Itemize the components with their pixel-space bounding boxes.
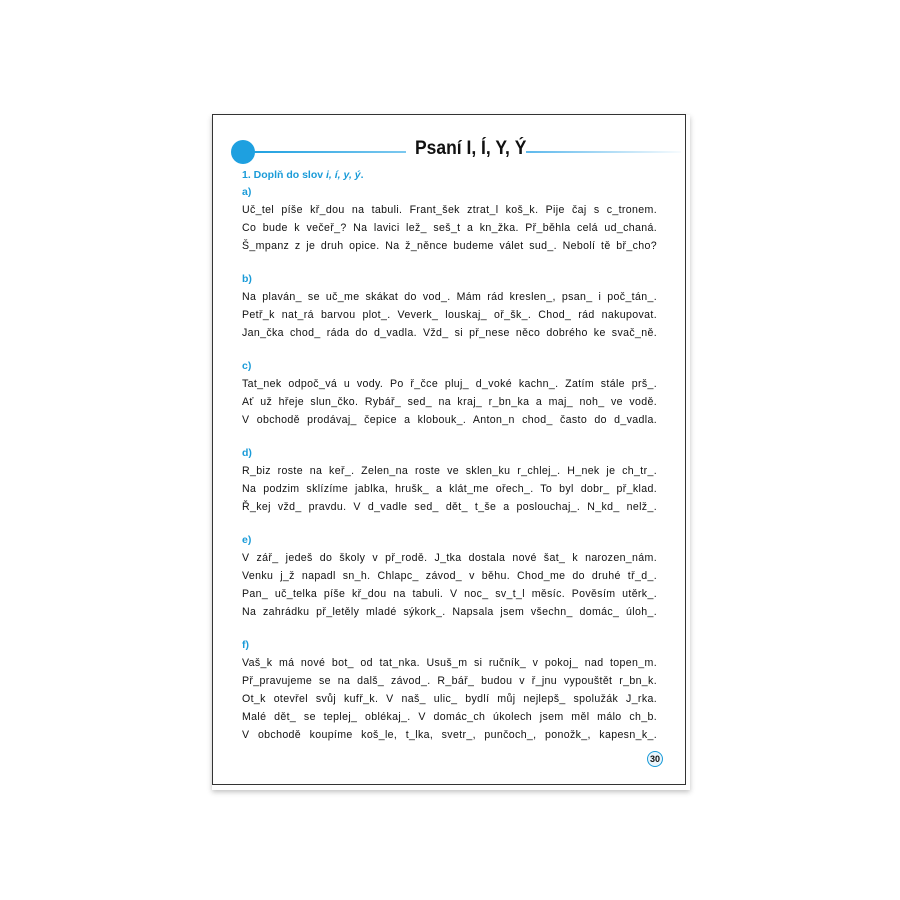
title-bar <box>231 138 661 166</box>
exercise-line: V zář_ jedeš do školy v př_rodě. J_tka dostala nové šat_ k narozen_nám. <box>242 552 657 564</box>
exercise-line: Na plaván_ se uč_me skákat do vod_. Mám rád kreslen_, psan_ i poč_tán_. <box>242 291 657 303</box>
section-label-c: c) <box>242 360 252 372</box>
task-instruction <box>242 167 657 184</box>
exercise-line: Venku j_ž napadl sn_h. Chlapc_ závod_ v běhu. Chod_me do druhé tř_d_. <box>242 570 657 582</box>
exercise-line: Vaš_k má nové bot_ od tat_nka. Usuš_m si ručník_ v pokoj_ nad topen_m. <box>242 657 657 669</box>
exercise-line: Ot_k otevřel svůj kufř_k. V naš_ ulic_ bydlí můj nejlepš_ spolužák J_rka. <box>242 693 657 705</box>
exercise-line: Př_pravujeme se na dalš_ závod_. R_bář_ budou v ř_jnu vypouštět r_bn_k. <box>242 675 657 687</box>
section-label-b: b) <box>242 273 252 285</box>
exercise-line: Na podzim sklízíme jablka, hrušk_ a klát_me ořech_. To byl dobr_ př_klad. <box>242 483 657 495</box>
worksheet-page <box>212 114 686 785</box>
exercise-line: Co bude k večeř_? Na lavici lež_ seš_t a kn_žka. Př_běhla celá ud_chaná. <box>242 222 657 234</box>
exercise-line: Ať už hřeje slun_čko. Rybář_ sed_ na kraj_ r_bn_ka a maj_ noh_ ve vodě. <box>242 396 657 408</box>
title-rule-left <box>251 151 406 153</box>
worksheet-content <box>242 167 657 744</box>
task-prefix: 1. Doplň do slov <box>242 169 327 181</box>
exercise-line: Jan_čka chod_ ráda do d_vadla. Vžd_ si př_nese něco dobrého ke svač_ně. <box>242 327 657 339</box>
exercise-line: Uč_tel píše kř_dou na tabuli. Frant_šek ztrat_l koš_k. Pije čaj s c_tronem. <box>242 204 657 216</box>
task-letters: i, í, y, ý <box>326 169 361 181</box>
exercise-line: Š_mpanz z je druh opice. Na ž_něnce budeme válet sud_. Nebolí tě bř_cho? <box>242 240 657 252</box>
exercise-line: R_biz roste na keř_. Zelen_na roste ve sklen_ku r_chlej_. H_nek je ch_tr_. <box>242 465 657 477</box>
exercise-line: Petř_k nat_rá barvou plot_. Veverk_ louskaj_ oř_šk_. Chod_ rád nakupovat. <box>242 309 657 321</box>
page-title: Psaní I, Í, Y, Ý <box>415 138 527 159</box>
exercise-line: V obchodě prodávaj_ čepice a klobouk_. Anton_n chod_ často do d_vadla. <box>242 414 657 426</box>
page-number-badge: 30 <box>647 751 663 767</box>
exercise-line: Tat_nek odpoč_vá u vody. Po ř_čce pluj_ d_voké kachn_. Zatím stále prš_. <box>242 378 657 390</box>
exercise-line: Na zahrádku př_letěly mladé sýkork_. Napsala jsem všechn_ domác_ úloh_. <box>242 606 657 618</box>
section-label-e: e) <box>242 534 252 546</box>
task-suffix: . <box>360 169 364 181</box>
exercise-line: Pan_ uč_telka píše kř_dou na tabuli. V noc_ sv_t_l měsíc. Pověsím utěrk_. <box>242 588 657 600</box>
exercise-line: Malé dět_ se teplej_ oblékaj_. V domác_ch úkolech jsem měl málo ch_b. <box>242 711 657 723</box>
section-label-f: f) <box>242 639 249 651</box>
exercise-line: Ř_kej vžd_ pravdu. V d_vadle sed_ dět_ t_še a poslouchaj_. N_kd_ nelž_. <box>242 501 657 513</box>
section-label-a: a) <box>242 186 252 198</box>
section-label-d: d) <box>242 447 252 459</box>
title-rule-right <box>526 151 681 153</box>
exercise-line: V obchodě koupíme koš_le, t_lka, svetr_, punčoch_, ponožk_, kapesn_k_. <box>242 729 657 741</box>
